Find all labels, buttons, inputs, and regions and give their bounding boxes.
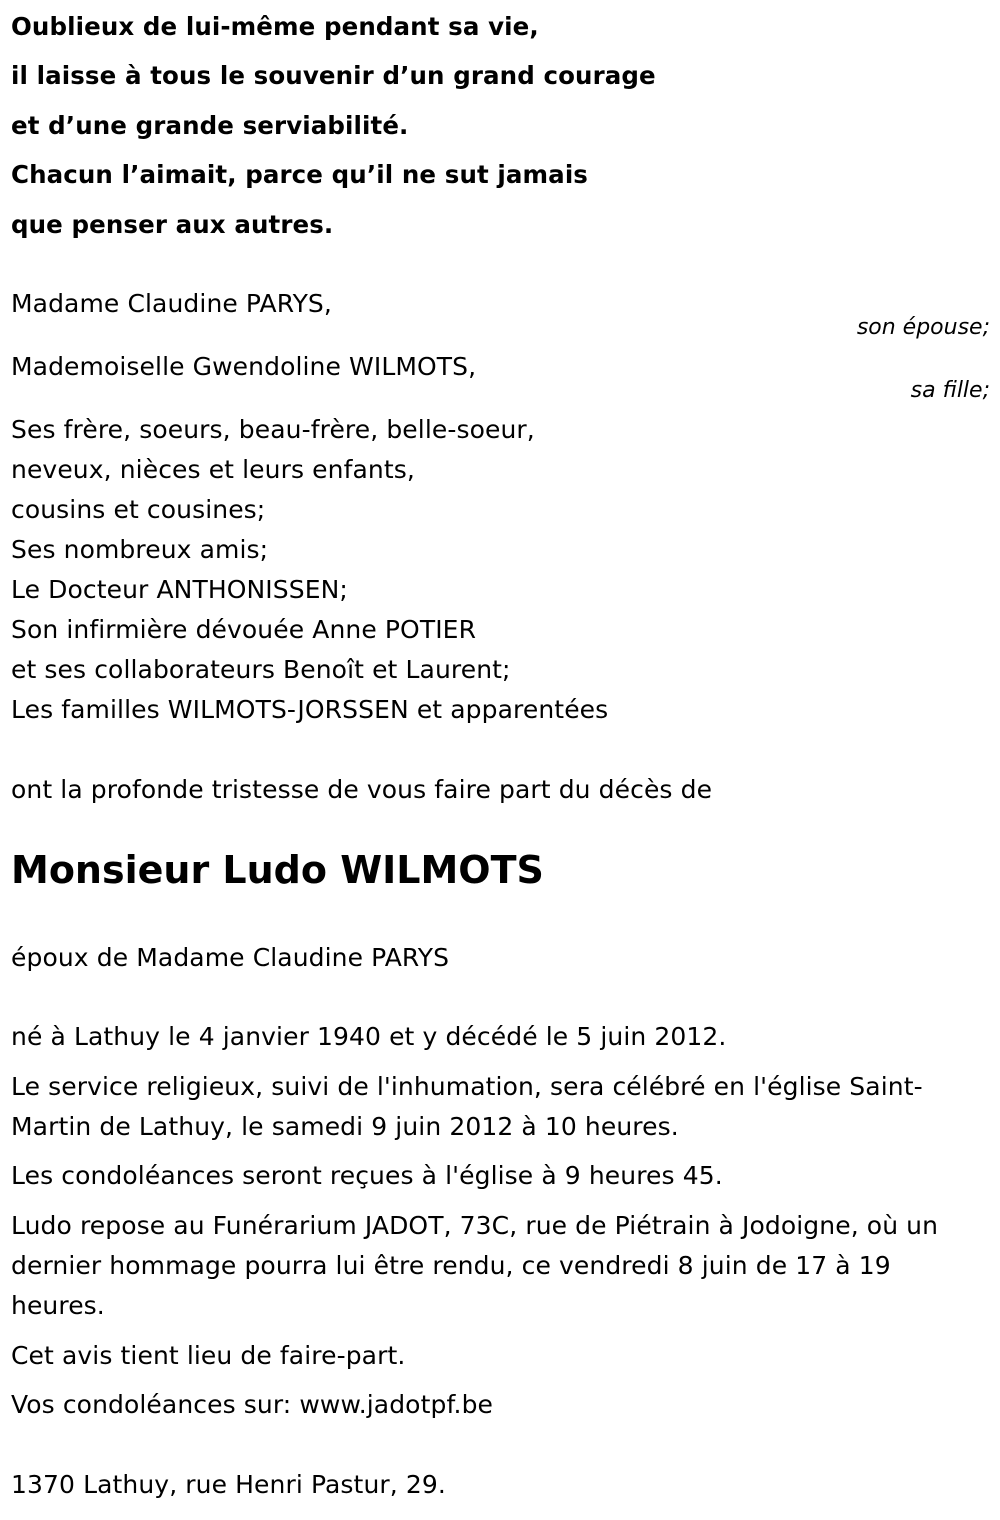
- family-line-7: et ses collaborateurs Benoît et Laurent;: [11, 655, 511, 684]
- repose-line-1: Ludo repose au Funérarium JADOT, 73C, rue de Piétrain à Jodoigne, où un: [11, 1211, 939, 1240]
- online-condolences-text: Vos condoléances sur: www.jadotpf.be: [11, 1390, 494, 1419]
- family-line-1: Ses frère, soeurs, beau-frère, belle-soeur,: [11, 415, 535, 444]
- poem-line-5: que penser aux autres.: [11, 210, 334, 239]
- notice-text: Cet avis tient lieu de faire-part.: [11, 1341, 406, 1370]
- daughter-name: Mademoiselle Gwendoline WILMOTS,: [11, 352, 477, 381]
- repose-line-2: dernier hommage pourra lui être rendu, ce vendredi 8 juin de 17 à 19: [11, 1251, 891, 1280]
- deceased-name: Monsieur Ludo WILMOTS: [11, 848, 544, 892]
- poem-line-2: il laisse à tous le souvenir d’un grand courage: [11, 61, 656, 90]
- family-line-8: Les familles WILMOTS-JORSSEN et apparentées: [11, 695, 609, 724]
- service-line-1: Le service religieux, suivi de l'inhumation, sera célébré en l'église Saint-: [11, 1072, 923, 1101]
- poem-line-3: et d’une grande serviabilité.: [11, 111, 409, 140]
- service-line-2: Martin de Lathuy, le samedi 9 juin 2012 à 10 heures.: [11, 1112, 679, 1141]
- spouse-name: Madame Claudine PARYS,: [11, 289, 332, 318]
- address-text: 1370 Lathuy, rue Henri Pastur, 29.: [11, 1470, 446, 1499]
- family-line-6: Son infirmière dévouée Anne POTIER: [11, 615, 477, 644]
- birth-death-text: né à Lathuy le 4 janvier 1940 et y décédé le 5 juin 2012.: [11, 1022, 727, 1051]
- repose-line-3: heures.: [11, 1291, 105, 1320]
- poem-line-4: Chacun l’aimait, parce qu’il ne sut jamais: [11, 160, 588, 189]
- announcement-text: ont la profonde tristesse de vous faire part du décès de: [11, 775, 713, 804]
- condolences-text: Les condoléances seront reçues à l'église à 9 heures 45.: [11, 1161, 723, 1190]
- spouse-of-text: époux de Madame Claudine PARYS: [11, 943, 450, 972]
- family-line-2: neveux, nièces et leurs enfants,: [11, 455, 415, 484]
- spouse-role: son épouse;: [856, 315, 990, 340]
- poem-line-1: Oublieux de lui-même pendant sa vie,: [11, 12, 539, 41]
- family-line-5: Le Docteur ANTHONISSEN;: [11, 575, 348, 604]
- family-line-3: cousins et cousines;: [11, 495, 266, 524]
- daughter-role: sa fille;: [910, 378, 990, 403]
- family-line-4: Ses nombreux amis;: [11, 535, 269, 564]
